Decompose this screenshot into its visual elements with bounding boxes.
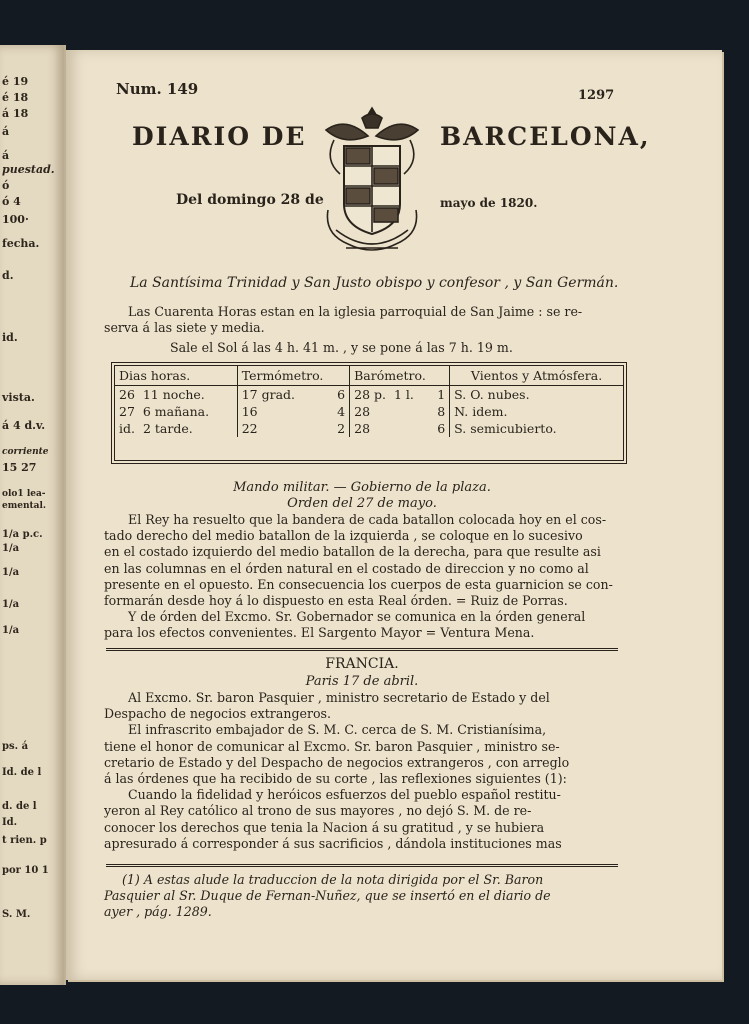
left-line: vista. xyxy=(2,391,35,404)
text-line: El infrascrito embajador de S. M. C. cerca de S. M. Cristianísima, xyxy=(128,722,547,738)
left-line: á xyxy=(2,149,10,162)
text-line: ayer , pág. 1289. xyxy=(104,904,212,919)
masthead-title-right: BARCELONA, xyxy=(440,122,651,151)
left-line: 15 27 xyxy=(2,461,37,474)
page-number: 1297 xyxy=(578,88,615,103)
text-line: tiene el honor de comunicar al Excmo. Sr. baron Pasquier , ministro se- xyxy=(104,738,560,754)
france-heading: FRANCIA. xyxy=(325,656,399,672)
table-row xyxy=(115,386,623,404)
left-line: 100· xyxy=(2,213,29,226)
left-line: id. xyxy=(2,331,18,344)
left-line: é 19 xyxy=(2,75,29,88)
table-header: Barómetro. xyxy=(350,366,450,386)
text-line: yeron al Rey católico al trono de sus mayores , no dejó S. M. de re- xyxy=(104,803,532,819)
text-line: Despacho de negocios extrangeros. xyxy=(104,706,332,722)
table-header: Termómetro. xyxy=(237,366,349,386)
text-line: en las columnas en el órden natural en el costado de direccion y no como al xyxy=(104,560,589,576)
coat-of-arms-icon xyxy=(316,100,428,260)
text-line: Al Excmo. Sr. baron Pasquier , ministro secretario de Estado y del xyxy=(128,690,550,705)
table-cell: N. idem. xyxy=(454,404,508,419)
france-dateline: Paris 17 de abril. xyxy=(305,674,419,689)
left-page-edge xyxy=(0,45,66,985)
left-line: Id. de l xyxy=(2,767,42,778)
newspaper-page xyxy=(66,50,722,980)
text-line: Cuando la fidelidad y heróicos esfuerzos del pueblo español restitu- xyxy=(128,787,561,803)
text-line: Y de órden del Excmo. Sr. Gobernador se comunica en la órden general xyxy=(128,609,586,625)
left-line: olo1 lea- xyxy=(2,489,46,499)
text-line: conocer los derechos que tenia la Nacion á su gratitud , y se hubiera xyxy=(104,819,545,835)
table-cell: 27 6 mañana. xyxy=(115,403,237,420)
left-line: 1/a p.c. xyxy=(2,529,43,540)
date-left: Del domingo 28 de xyxy=(176,192,324,208)
left-line: á 4 d.v. xyxy=(2,419,46,432)
table-row xyxy=(115,403,623,420)
text-line: (1) A estas alude la traduccion de la nota dirigida por el Sr. Baron xyxy=(122,872,544,887)
left-line: t rien. p xyxy=(2,835,47,846)
table-cell: S. semicubierto. xyxy=(454,421,557,436)
left-line: corriente xyxy=(2,447,49,457)
text-line: cretario de Estado y del Despacho de negocios extrangeros , con arreglo xyxy=(104,754,570,770)
left-line: S. M. xyxy=(2,909,31,920)
text-line: formarán desde hoy á lo dispuesto en esta Real órden. = Ruiz de Porras. xyxy=(104,593,568,609)
military-heading: Mando militar. — Gobierno de la plaza. xyxy=(233,480,491,495)
text-line: en el costado izquierdo del medio batallon de la derecha, para que resulte asi xyxy=(104,544,601,560)
france-text xyxy=(104,690,620,852)
table-header: Dias horas. xyxy=(115,366,237,386)
text-line: para los efectos convenientes. El Sargento Mayor = Ventura Mena. xyxy=(104,625,535,641)
sun-times: Sale el Sol á las 4 h. 41 m. , y se pone á las 7 h. 19 m. xyxy=(170,340,513,355)
left-line: por 10 1 xyxy=(2,865,49,876)
date-right: mayo de 1820. xyxy=(440,196,538,210)
footnote-divider xyxy=(106,864,618,867)
table-cell: 17 grad. 6 xyxy=(237,386,349,404)
saints-of-day: La Santísima Trinidad y San Justo obispo y confesor , y San Germán. xyxy=(130,275,619,291)
left-line: 1/a xyxy=(2,599,20,610)
section-divider xyxy=(106,648,618,651)
military-order-text xyxy=(104,512,620,642)
left-line: ps. á xyxy=(2,741,29,752)
table-cell: 28 p. 1 l. 1 xyxy=(350,386,450,404)
table-cell: S. O. nubes. xyxy=(454,387,530,402)
text-line: Las Cuarenta Horas estan en la iglesia parroquial de San Jaime : se re- xyxy=(128,304,583,319)
table-row xyxy=(115,420,623,437)
left-line: ó xyxy=(2,179,10,192)
text-line: á las órdenes que ha recibido de su corte , las reflexiones siguientes (1): xyxy=(104,771,567,787)
left-line: emental. xyxy=(2,501,47,511)
issue-number: Num. 149 xyxy=(116,80,199,98)
left-line: é 18 xyxy=(2,91,29,104)
left-line: á 18 xyxy=(2,107,29,120)
table-cell: 16 4 xyxy=(237,403,349,420)
left-line: Id. xyxy=(2,817,18,828)
table-cell: 22 2 xyxy=(237,420,349,437)
text-line: serva á las siete y media. xyxy=(104,320,265,336)
text-line: Pasquier al Sr. Duque de Fernan-Nuñez, que se insertó en el diario de xyxy=(104,888,551,903)
table-header: Vientos y Atmósfera. xyxy=(450,366,623,386)
masthead-title-left: DIARIO DE xyxy=(132,122,307,151)
left-line: á xyxy=(2,125,10,138)
table-cell: 28 6 xyxy=(350,420,450,437)
table-cell: 28 8 xyxy=(350,403,450,420)
text-line: tado derecho del medio batallon de la izquierda , se coloque en lo sucesivo xyxy=(104,528,583,544)
left-line: fecha. xyxy=(2,237,40,250)
left-line: d. de l xyxy=(2,801,37,812)
text-line: presente en el opuesto. En consecuencia los cuerpos de esta guarnicion se con- xyxy=(104,576,613,592)
devotion-notice xyxy=(104,304,620,336)
military-order-date: Orden del 27 de mayo. xyxy=(287,496,437,511)
text-line: El Rey ha resuelto que la bandera de cada batallon colocada hoy en el cos- xyxy=(128,512,607,527)
left-line: ó 4 xyxy=(2,195,21,208)
left-line: 1/a xyxy=(2,625,20,636)
text-line: apresurado á corresponder á sus sacrificios , dándola instituciones mas xyxy=(104,835,562,851)
footnote xyxy=(104,872,620,920)
left-line: 1/a xyxy=(2,543,20,554)
table-cell: id. 2 tarde. xyxy=(115,420,237,437)
left-line: d. xyxy=(2,269,14,282)
weather-table xyxy=(111,362,627,464)
left-line: puestad. xyxy=(2,163,55,176)
left-line: 1/a xyxy=(2,567,20,578)
table-cell: 26 11 noche. xyxy=(115,386,237,404)
